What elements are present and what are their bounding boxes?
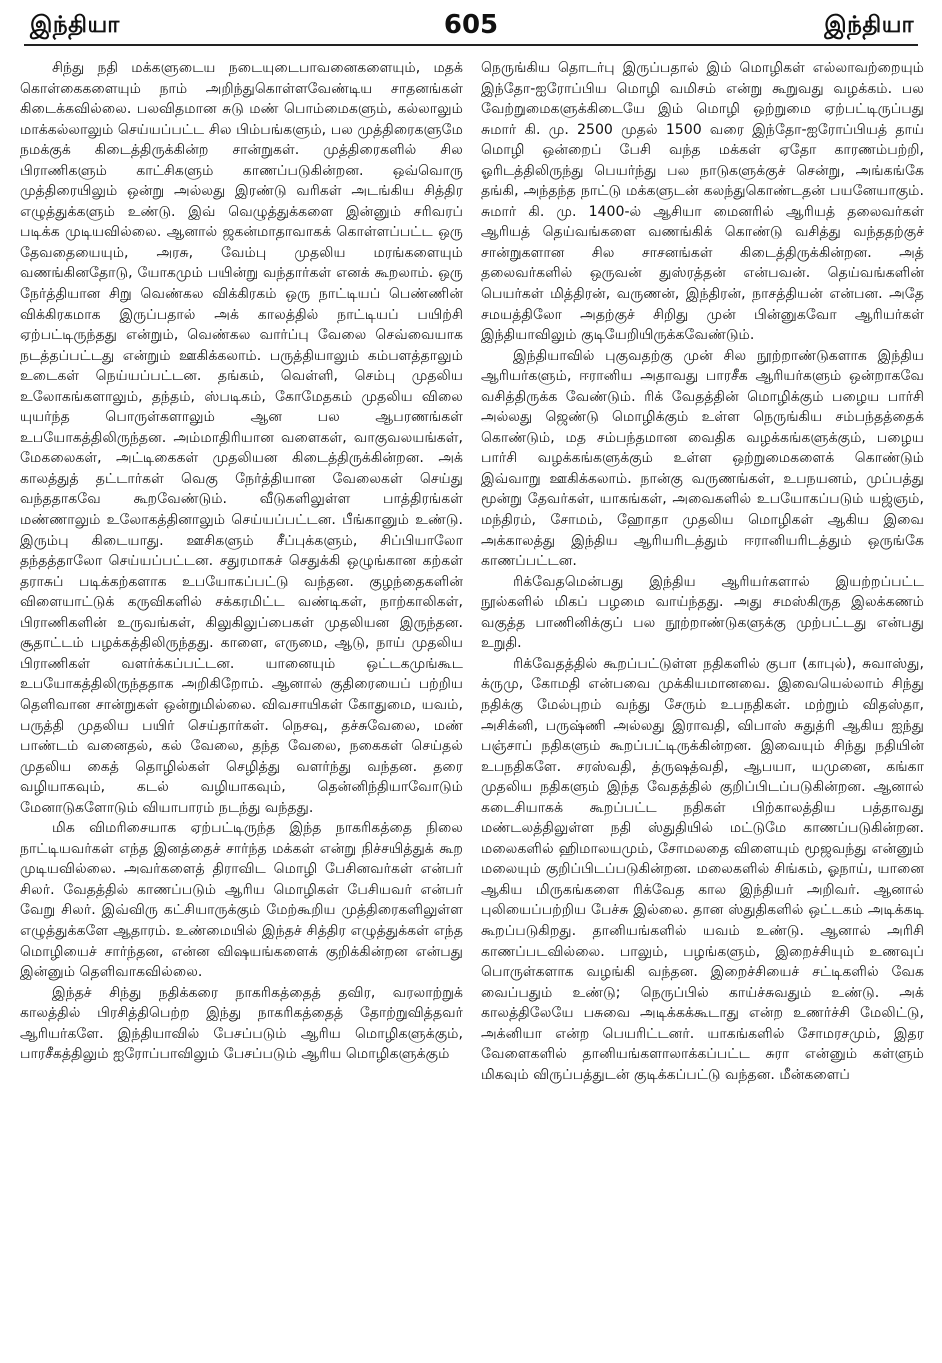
paragraph: இந்தச் சிந்து நதிக்கரை நாகரிகத்தைத் தவிர, வரலாற்றுக் காலத்தில் பிரசித்திபெற்ற இந்து நாகரிகத்தைத் தோற்றுவித்தவர் ஆரியர்களே. இந்தியாவில் பேசப்படும் ஆரிய மொழிகளுக்கும், பாரசீகத்திலும் ஐரோப்பாவிலும் பேசப்படும் ஆரிய மொழிகளுக்கும் <box>20 984 463 1063</box>
paragraph: சிந்து நதி மக்களுடைய நடையுடைபாவனைகளையும், மதக் கொள்கைகளையும் நாம் அறிந்துகொள்ளவேண்டிய சாதனங்கள் கிடைக்கவில்லை. பலவிதமான சுடு மண் பொம்மைகளும், கல்லாலும் மாக்கல்லாலும் செய்யப்பட்ட சில பிம்பங்களும், பல முத்திரைகளுமே நமக்குக் கிடைத்திருக்கின்ற சான்றுகள். முத்திரைகளில் சில பிராணிகளும் காட்சிகளும் காணப்படுகின்றன. ஒவ்வொரு முத்திரையிலும் ஒன்று அல்லது இரண்டு வரிகள் அடங்கிய சித்திர எழுத்துக்களும் உண்டு. இவ் வெழுத்துக்களை இன்னும் சரிவரப் படிக்க முடியவில்லை. ஆனால் ஜகன்மாதாவாகக் கொள்ளப்பட்ட ஒரு தேவதையையும், அரசு, வேம்பு முதலிய மரங்களையும் வணங்கினதோடு, யோகமும் பயின்று வந்தார்கள் எனக் கூறலாம். ஒரு நேர்த்தியான சிறு வெண்கல விக்கிரகம் ஒரு நாட்டியப் பெண்ணின் விக்கிரகமாக இருப்பதால் அக் காலத்தில் நாட்டியப் பயிற்சி ஏற்பட்டிருந்தது என்றும், வெண்கல வார்ப்பு வேலை செவ்வையாக நடத்தப்பட்டது என்றும் ஊகிக்கலாம். பருத்தியாலும் கம்பளத்தாலும் உடைகள் நெய்யப்பட்டன. தங்கம், வெள்ளி, செம்பு முதலிய உலோகங்களாலும், தந்தம், ஸ்படிகம், கோமேதகம் முதலிய விலை யுயர்ந்த பொருள்களாலும் ஆன பல ஆபரணங்கள் உபயோகத்திலிருந்தன. அம்மாதிரியான வளைகள், வாகுவலயங்கள், மேகலைகள், அட்டிகைகள் முதலியன கிடைத்திருக்கின்றன. அக் காலத்துத் தட்டார்கள் வெகு நேர்த்தியான வேலைகள் செய்து வந்ததாகவே கூறவேண்டும். வீடுகளிலுள்ள பாத்திரங்கள் மண்ணாலும் உலோகத்தினாலும் செய்யப்பட்டன. பீங்கானும் உண்டு. இரும்பு கிடையாது. ஊசிகளும் சீப்புக்களும், சிப்பியாலோ தந்தத்தாலோ செய்யப்பட்டன. சதுரமாகச் செதுக்கி ஒழுங்கான கற்கள் தராசுப் படிக்கற்களாக உபயோகப்பட்டு வந்தன. குழந்தைகளின் விளையாட்டுக் கருவிகளில் சக்கரமிட்ட வண்டிகள், நாற்காலிகள், பிராணிகளின் உருவங்கள், கிலுகிலுப்பைகள் முதலியன இருந்தன. சூதாட்டம் பழக்கத்திலிருந்தது. காளை, எருமை, ஆடு, நாய் முதலிய பிராணிகள் வளர்க்கப்பட்டன. யானையும் ஒட்டகமுங்கூட உபயோகத்திலிருந்ததாக அறிகிறோம். ஆனால் குதிரையைப் பற்றிய தெளிவான சான்றுகள் ஒன்றுமில்லை. விவசாயிகள் கோதுமை, யவம், பருத்தி முதலிய பயிர் செய்தார்கள். நெசவு, தச்சுவேலை, மண் பாண்டம் வனைதல், கல் வேலை, தந்த வேலை, நகைகள் செய்தல் முதலிய கைத் தொழில்கள் செழித்து வளர்ந்து வந்தன. தரை வழியாகவும், கடல் வழியாகவும், தென்னிந்தியாவோடும் மேனாடுகளோடும் வியாபாரம் நடந்து வந்தது. <box>20 60 463 816</box>
left-column <box>20 58 463 1356</box>
paragraph: ரிக்வேதமென்பது இந்திய ஆரியர்களால் இயற்றப்பட்ட நூல்களில் மிகப் பழமை வாய்ந்தது. அது சமஸ்கிருத இலக்கணம் வகுத்த பாணினிக்குப் பல நூற்றாண்டுகளுக்கு முற்பட்டது என்பது உறுதி. <box>481 573 924 652</box>
running-head-left: இந்தியா <box>30 12 120 38</box>
running-header <box>0 8 942 48</box>
right-column <box>481 58 924 1356</box>
paragraph: மிக விமரிசையாக ஏற்பட்டிருந்த இந்த நாகரிகத்தை நிலை நாட்டியவர்கள் எந்த இனத்தைச் சார்ந்த மக்கள் என்று நிச்சயித்துக் கூற முடியவில்லை. அவர்களைத் திராவிட மொழி பேசினவர்கள் என்பர் சிலர். வேதத்தில் காணப்படும் ஆரிய மொழிகள் பேசியவர் என்பர் வேறு சிலர். இவ்விரு கட்சியாருக்கும் மேற்கூறிய முத்திரைகளிலுள்ள எழுத்துக்களே ஆதாரம். உண்மையில் இந்தச் சித்திர எழுத்துக்கள் எந்த மொழியைச் சார்ந்தன, என்ன விஷயங்களைக் குறிக்கின்றன என்பது இன்னும் தெளிவாகவில்லை. <box>20 820 463 981</box>
page-number: 605 <box>443 10 499 40</box>
running-head-right: இந்தியா <box>824 12 914 38</box>
paragraph: ரிக்வேதத்தில் கூறப்பட்டுள்ள நதிகளில் குபா (காபுல்), சுவாஸ்து, க்ருமு, கோமதி என்பவை முக்கியமானவை. இவையெல்லாம் சிந்து நதிக்கு மேல்புறம் வந்து சேரும் உபநதிகள். மற்றும் விதஸ்தா, அசிக்னி, பருஷ்ணி அல்லது இராவதி, விபாஸ் சுதுத்ரி ஆகிய ஐந்து பஞ்சாப் நதிகளும் கூறப்பட்டிருக்கின்றன. இவையும் சிந்து நதியின் உபநதிகளே. சரஸ்வதி, த்ருஷத்வதி, ஆபயா, யமுனை, கங்கா முதலிய நதிகளும் இந்த வேதத்தில் குறிப்பிடப்படுகின்றன. ஆனால் கடைசியாகக் கூறப்பட்ட நதிகள் பிற்காலத்திய பத்தாவது மண்டலத்திலுள்ள நதி ஸ்துதியில் மட்டுமே காணப்படுகின்றன. மலைகளில் ஹிமாலயமும், சோமலதை விளையும் மூஜவந்து என்னும் மலையும் குறிப்பிடப்படுகின்றன. மலைகளில் சிங்கம், ஓநாய், யானை ஆகிய மிருகங்களை ரிக்வேத கால இந்தியர் அறிவர். ஆனால் புலியைப்பற்றிய பேச்சு இல்லை. தான ஸ்துதிகளில் ஒட்டகம் அடிக்கடி கூறப்படுகிறது. தானியங்களில் யவம் உண்டு. ஆனால் அரிசி காணப்படவில்லை. பாலும், பழங்களும், இறைச்சியும் உணவுப் பொருள்களாக வழங்கி வந்தன. இறைச்சியைச் சட்டிகளில் வேக வைப்பதும் உண்டு; நெருப்பில் காய்ச்சுவதும் உண்டு. அக் காலத்திலேயே பசுவை அடிக்கக்கூடாது என்ற உணர்ச்சி மேலிட்டு, அக்னியா என்ற பெயரிட்டனர். யாகங்களில் சோமரசமும், இதர வேளைகளில் தானியங்களாலாக்கப்பட்ட சுரா என்னும் கள்ளும் மிகவும் விருப்பத்துடன் குடிக்கப்பட்டு வந்தன. மீன்களைப் <box>481 655 924 1083</box>
header-rule <box>24 44 918 46</box>
paragraph-continuation: நெருங்கிய தொடர்பு இருப்பதால் இம் மொழிகள் எல்லாவற்றையும் இந்தோ-ஐரோப்பிய மொழி வமிசம் என்று கூறுவது வழக்கம். பல வேற்றுமைகளுக்கிடையே இம் மொழி ஒற்றுமை ஏற்பட்டிருப்பது சுமார் கி. மு. 2500 முதல் 1500 வரை இந்தோ-ஐரோப்பியத் தாய் மொழி ஒன்றைப் பேசி வந்த மக்கள் ஏதோ காரணம்பற்றி, ஓரிடத்திலிருந்து பெயர்ந்து பல நாடுகளுக்குச் சென்று, அங்கங்கே தங்கி, அந்தந்த நாட்டு மக்களுடன் கலந்துகொண்டதன் பயனேயாகும். சுமார் கி. மு. 1400-ல் ஆசியா மைனரில் ஆரியத் தலைவர்கள் ஆரியத் தெய்வங்களை வணங்கிக் கொண்டு வசித்து வந்ததற்குச் சான்றுகளான சில சாசனங்கள் கிடைத்திருக்கின்றன. அத் தலைவர்களில் ஒருவன் துஸ்ரத்தன் என்பவன். தெய்வங்களின் பெயர்கள் மித்திரன், வருணன், இந்திரன், நாசத்தியன் என்பன. அதே சமயத்திலோ அதற்குச் சிறிது முன் பின்னுகவோ ஆரியர்கள் இந்தியாவிலும் குடியேறியிருக்கவேண்டும். <box>481 60 924 344</box>
text-columns <box>20 58 924 1356</box>
paragraph: இந்தியாவில் புகுவதற்கு முன் சில நூற்றாண்டுகளாக இந்திய ஆரியர்களும், ஈரானிய அதாவது பாரசீக ஆரியர்களும் ஒன்றாகவே வசித்திருக்க வேண்டும். ரிக் வேதத்தின் மொழிக்கும் பழைய பார்சி அல்லது ஜெண்டு மொழிக்கும் உள்ள நெருங்கிய சம்பந்தத்தைக் கொண்டும், மத சம்பந்தமான வைதிக வழக்கங்களுக்கும், பழைய பார்சி வழக்கங்களுக்கும் உள்ள ஒற்றுமைகளைக் கொண்டும் இவ்வாறு ஊகிக்கலாம். நான்கு வருணங்கள், உபநயனம், முப்பத்து மூன்று தேவர்கள், யாகங்கள், அவைகளில் உபயோகப்படும் யஜ்ஞம், மந்திரம், சோமம், ஹோதா முதலிய மொழிகள் ஆகிய இவை அக்காலத்து இந்திய ஆரியரிடத்தும் ஈரானியரிடத்தும் ஒருங்கே காணப்பட்டன. <box>481 347 924 570</box>
